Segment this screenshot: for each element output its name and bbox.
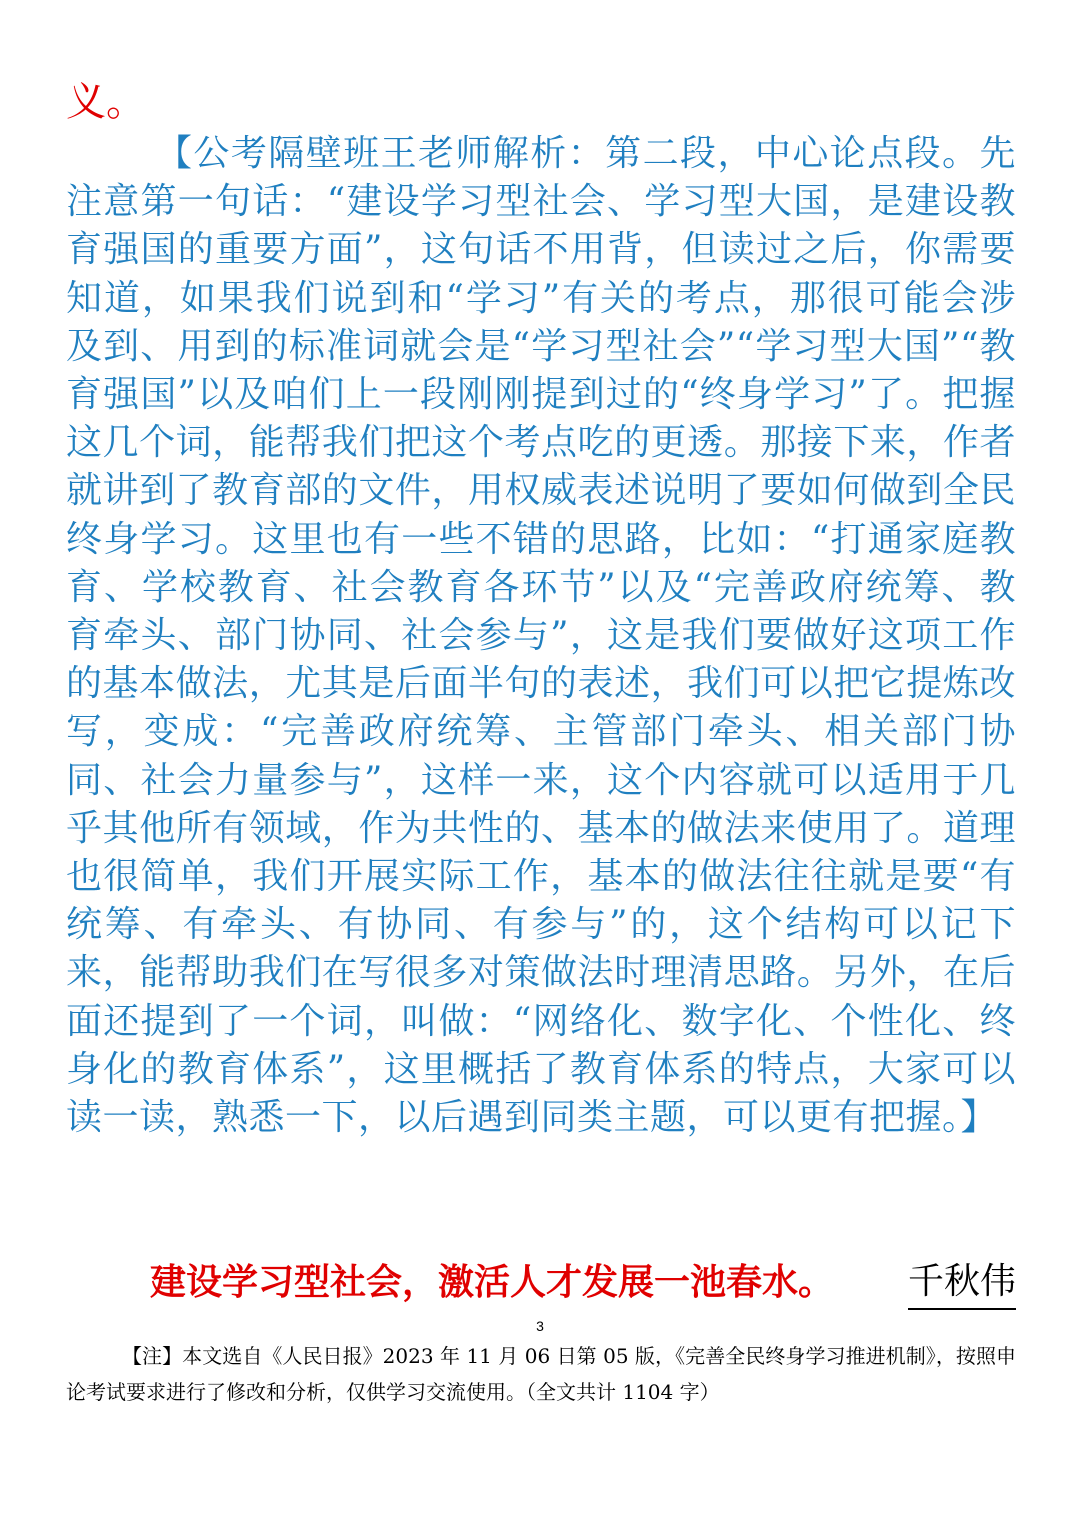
source-note: 【注】本文选自《人民日报》2023 年 11 月 06 日第 05 版，《完善全民终身学习推进机制》，按照申论考试要求进行了修改和分析，仅供学习交流使用。（全文共计 1104 字） bbox=[66, 1344, 1016, 1404]
previous-paragraph-ending: 义。 bbox=[66, 79, 146, 125]
slogan-text: 建设学习型社会，激活人才发展一池春水。 bbox=[150, 1261, 835, 1303]
closing-line bbox=[150, 1258, 1016, 1307]
author-signature: 千秋伟 bbox=[908, 1258, 1016, 1310]
analysis-paragraph: 【公考隔壁班王老师解析：第二段，中心论点段。先注意第一句话：“建设学习型社会、学习型大国，是建设教育强国的重要方面”，这句话不用背，但读过之后，你需要知道，如果我们说到和“学习”有关的考点，那很可能会涉及到、用到的标准词就会是“学习型社会”“学习型大国”“教育强国”以及咱们上一段刚刚提到过的“终身学习”了。把握这几个词，能帮我们把这个考点吃的更透。那接下来，作者就讲到了教育部的文件，用权威表述说明了要如何做到全民终身学习。这里也有一些不错的思路，比如：“打通家庭教育、学校教育、社会教育各环节”以及“完善政府统筹、教育牵头、部门协同、社会参与”，这是我们要做好这项工作的基本做法，尤其是后面半句的表述，我们可以把它提炼改写，变成：“完善政府统筹、主管部门牵头、相关部门协同、社会力量参与”，这样一来，这个内容就可以适用于几乎其他所有领域，作为共性的、基本的做法来使用了。道理也很简单，我们开展实际工作，基本的做法往往就是要“有统筹、有牵头、有协同、有参与”的，这个结构可以记下来，能帮助我们在写很多对策做法时理清思路。另外，在后面还提到了一个词，叫做：“网络化、数字化、个性化、终身化的教育体系”，这里概括了教育体系的特点，大家可以读一读，熟悉一下，以后遇到同类主题，可以更有把握。】 bbox=[66, 133, 1016, 1139]
page-number: 3 bbox=[536, 1318, 544, 1334]
